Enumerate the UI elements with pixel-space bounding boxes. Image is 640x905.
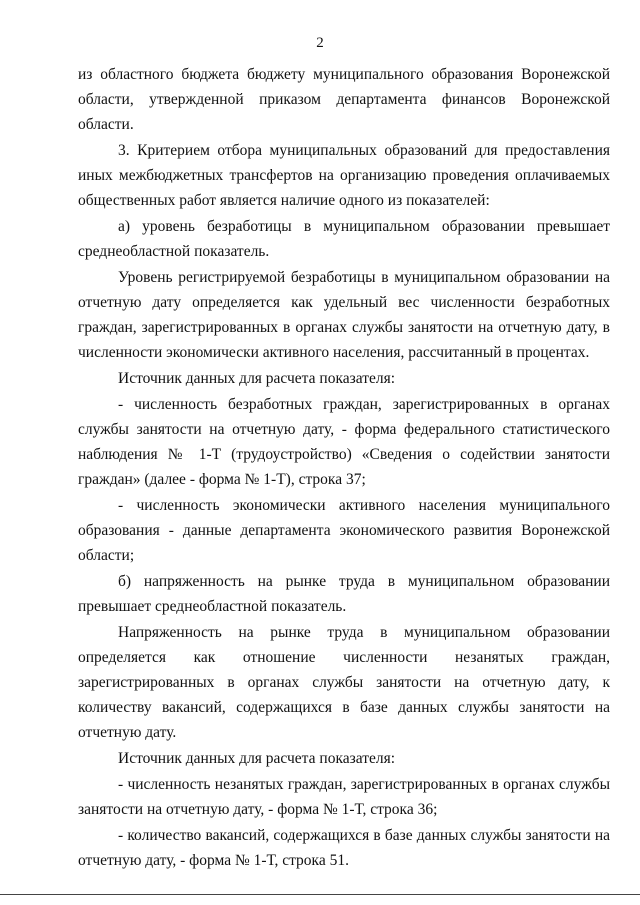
paragraph-jobless-count-source: - численность незанятых граждан, зарегистрированных в органах службы занятости на отчетную дату, - форма № 1-Т, строка 36; [78, 776, 610, 818]
paragraph-vacancies-source: - количество вакансий, содержащихся в базе данных службы занятости на отчетную дату, - форма № 1-Т, строка 51. [78, 827, 610, 869]
paragraph-budget-continuation: из областного бюджета бюджету муниципального образования Воронежской области, утвержденной приказом департамента финансов Воронежской области. [78, 66, 610, 133]
paragraph-selection-criterion: 3. Критерием отбора муниципальных образований для предоставления иных межбюджетных трансфертов на организацию проведения оплачиваемых общественных работ является наличие одного из показателей: [78, 142, 610, 209]
document-body [78, 62, 610, 873]
scan-bottom-edge [0, 894, 640, 895]
paragraph-data-source-heading-2: Источник данных для расчета показателя: [118, 750, 396, 767]
paragraph-data-source-heading: Источник данных для расчета показателя: [118, 370, 396, 387]
paragraph-unemployed-count-source: - численность безработных граждан, зарегистрированных в органах службы занятости на отчетную дату, - форма федерального статистического наблюдения № 1-Т (трудоустройство) «Сведения о содействии занятости граждан» (далее - форма № 1-Т), строка 37; [78, 396, 610, 488]
paragraph-unemployment-definition: Уровень регистрируемой безработицы в муниципальном образовании на отчетную дату определяется как удельный вес численности безработных граждан, зарегистрированных в органах службы занятости на отчетную дату, в численности экономически активного населения, рассчитанный в процентах. [78, 269, 610, 361]
paragraph-criterion-b: б) напряженность на рынке труда в муниципальном образовании превышает среднеобластной показатель. [78, 573, 610, 615]
paragraph-labor-tension-definition: Напряженность на рынке труда в муниципальном образовании определяется как отношение численности незанятых граждан, зарегистрированных в органах службы занятости на отчетную дату, к количеству вакансий, содержащихся в базе данных службы занятости на отчетную дату. [78, 624, 610, 741]
paragraph-active-population-source: - численность экономически активного населения муниципального образования - данные департамента экономического развития Воронежской области; [78, 497, 610, 564]
paragraph-criterion-a: а) уровень безработицы в муниципальном образовании превышает среднеобластной показатель. [78, 218, 610, 260]
page-number: 2 [316, 35, 324, 51]
